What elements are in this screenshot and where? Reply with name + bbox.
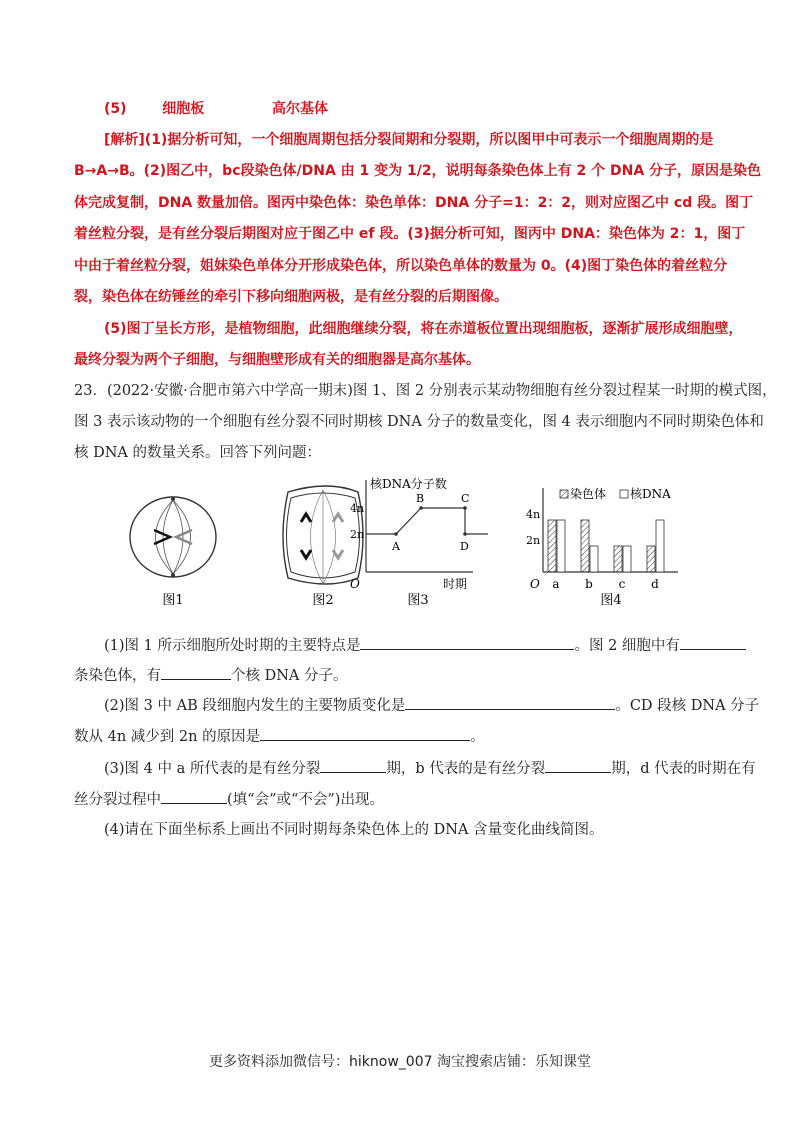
- fig4-category-label: b: [585, 577, 593, 591]
- q1-text-c: 条染色体，有: [74, 668, 161, 684]
- fig4-category-label: c: [618, 577, 626, 591]
- figure-4-caption: 图4: [600, 593, 622, 608]
- answer-blank[interactable]: [161, 665, 231, 680]
- q3-text-d: 丝分裂过程中: [74, 792, 161, 808]
- fig3-line: [366, 508, 488, 534]
- answer-blank[interactable]: [161, 789, 227, 804]
- fig4-bar-c-dna: [623, 546, 631, 572]
- fig4-bars: [548, 520, 664, 572]
- answer-line: [104, 98, 328, 118]
- question-stem: 图 3 表示该动物的一个细胞有丝分裂不同时期核 DNA 分子的数量变化，图 4 表示细胞内不同时期染色体和: [74, 414, 764, 430]
- fig3-ylabel: 核DNA分子数: [370, 477, 447, 491]
- fig4-legend-chromosome: 染色体: [570, 487, 607, 501]
- fig4-bar-d-chromosome: [647, 546, 655, 572]
- analysis-line: 裂，染色体在纺锤丝的牵引下移向细胞两极，是有丝分裂的后期图像。: [74, 289, 508, 305]
- fig3-point-a: A: [392, 540, 400, 553]
- q2-text-d: 。: [470, 729, 485, 745]
- question-1-line: [104, 634, 746, 655]
- question-3-line: [104, 757, 756, 778]
- figure-4: [526, 486, 678, 608]
- analysis-line: 体完成复制，DNA 数量加倍。图丙中染色体：染色单体：DNA 分子=1：2：2，则对应图乙中 cd 段。图丁: [74, 195, 754, 211]
- answer-blank[interactable]: [320, 758, 386, 773]
- fig4-ytick-2n: 2n: [526, 534, 541, 547]
- q3-text-c: 期，d 代表的时期在有: [611, 761, 756, 777]
- fig4-category-label: d: [651, 577, 659, 591]
- q3-text-e: (填“会”或“不会”)出现。: [227, 792, 384, 808]
- fig4-bar-d-dna: [656, 520, 664, 572]
- figure-3-caption: 图3: [407, 593, 429, 608]
- analysis-line: 中由于着丝粒分裂，姐妹染色单体分开形成染色体，所以染色单体的数量为 0。(4)图丁染色体的着丝粒分: [74, 258, 728, 274]
- answer-2: 高尔基体: [272, 101, 329, 117]
- analysis-line: (5)图丁呈长方形，是植物细胞，此细胞继续分裂，将在赤道板位置出现细胞板，逐渐扩展形成细胞壁，: [104, 321, 743, 337]
- analysis-line: [解析](1)据分析可知，一个细胞周期包括分裂间期和分裂期，所以图甲中可表示一个细胞周期的是: [104, 132, 714, 148]
- question-2-line: [74, 725, 485, 746]
- q1-text-d: 个核 DNA 分子。: [231, 668, 348, 684]
- fig4-bar-b-chromosome: [581, 520, 589, 572]
- figure-1: [130, 497, 216, 608]
- answer-blank[interactable]: [360, 635, 574, 650]
- analysis-line: 最终分裂为两个子细胞，与细胞壁形成有关的细胞器是高尔基体。: [74, 352, 480, 368]
- question-stem: 23．(2022·安徽·合肥市第六中学高一期末)图 1、图 2 分别表示某动物细胞有丝分裂过程某一时期的模式图，: [74, 383, 777, 399]
- fig3-origin: O: [350, 577, 360, 591]
- question-1-line: [74, 664, 348, 685]
- fig4-bar-b-dna: [590, 546, 598, 572]
- fig4-bar-a-dna: [557, 520, 565, 572]
- question-4-line: (4)请在下面坐标系上画出不同时期每条染色体上的 DNA 含量变化曲线简图。: [104, 822, 604, 838]
- fig4-legend-dna: 核DNA: [630, 487, 671, 501]
- q1-text-b: 。图 2 细胞中有: [574, 638, 680, 654]
- question-stem: 核 DNA 的数量关系。回答下列问题：: [74, 445, 322, 461]
- fig4-ytick-4n: 4n: [526, 508, 541, 521]
- q3-text-b: 期，b 代表的是有丝分裂: [386, 761, 546, 777]
- fig4-bar-a-chromosome: [548, 520, 556, 572]
- fig3-point-d: D: [460, 540, 469, 553]
- answer-blank[interactable]: [260, 726, 470, 741]
- question-2-line: [104, 694, 759, 715]
- fig3-ytick-2n: 2n: [350, 528, 365, 541]
- footer-note: 更多资料添加微信号：hiknow_007 淘宝搜索店铺：乐知课堂: [209, 1054, 591, 1070]
- fig3-ytick-4n: 4n: [350, 502, 365, 515]
- q2-text-a: (2)图 3 中 AB 段细胞内发生的主要物质变化是: [104, 698, 406, 714]
- figure-3: [350, 476, 488, 608]
- q2-text-b: 。CD 段核 DNA 分子: [615, 698, 760, 714]
- analysis-line: 着丝粒分裂，是有丝分裂后期图对应于图乙中 ef 段。(3)据分析可知，图丙中 DNA：染色体为 2：1，图丁: [74, 226, 746, 242]
- answer-blank[interactable]: [405, 695, 615, 710]
- figure-1-caption: 图1: [162, 593, 184, 608]
- answer-blank[interactable]: [545, 758, 611, 773]
- figures: [118, 470, 698, 615]
- q2-text-c: 数从 4n 减少到 2n 的原因是: [74, 729, 261, 745]
- fig3-point-b: B: [416, 492, 425, 505]
- answer-item-number: (5): [104, 101, 127, 117]
- fig3-point-c: C: [461, 492, 470, 505]
- fig4-category-label: a: [552, 577, 560, 591]
- answer-1: 细胞板: [162, 101, 205, 117]
- q3-text-a: (3)图 4 中 a 所代表的是有丝分裂: [104, 761, 321, 777]
- fig3-xlabel: 时期: [443, 577, 468, 591]
- q1-text-a: (1)图 1 所示细胞所处时期的主要特点是: [104, 638, 361, 654]
- answer-blank[interactable]: [680, 635, 746, 650]
- figure-2-caption: 图2: [312, 593, 334, 608]
- question-3-line: [74, 788, 384, 809]
- fig4-bar-c-chromosome: [614, 546, 622, 572]
- fig4-origin: O: [530, 577, 540, 591]
- fig4-categories: [552, 577, 659, 591]
- analysis-line: B→A→B。(2)图乙中，bc段染色体/DNA 由 1 变为 1/2，说明每条染色体上有 2 个 DNA 分子，原因是染色: [74, 163, 762, 179]
